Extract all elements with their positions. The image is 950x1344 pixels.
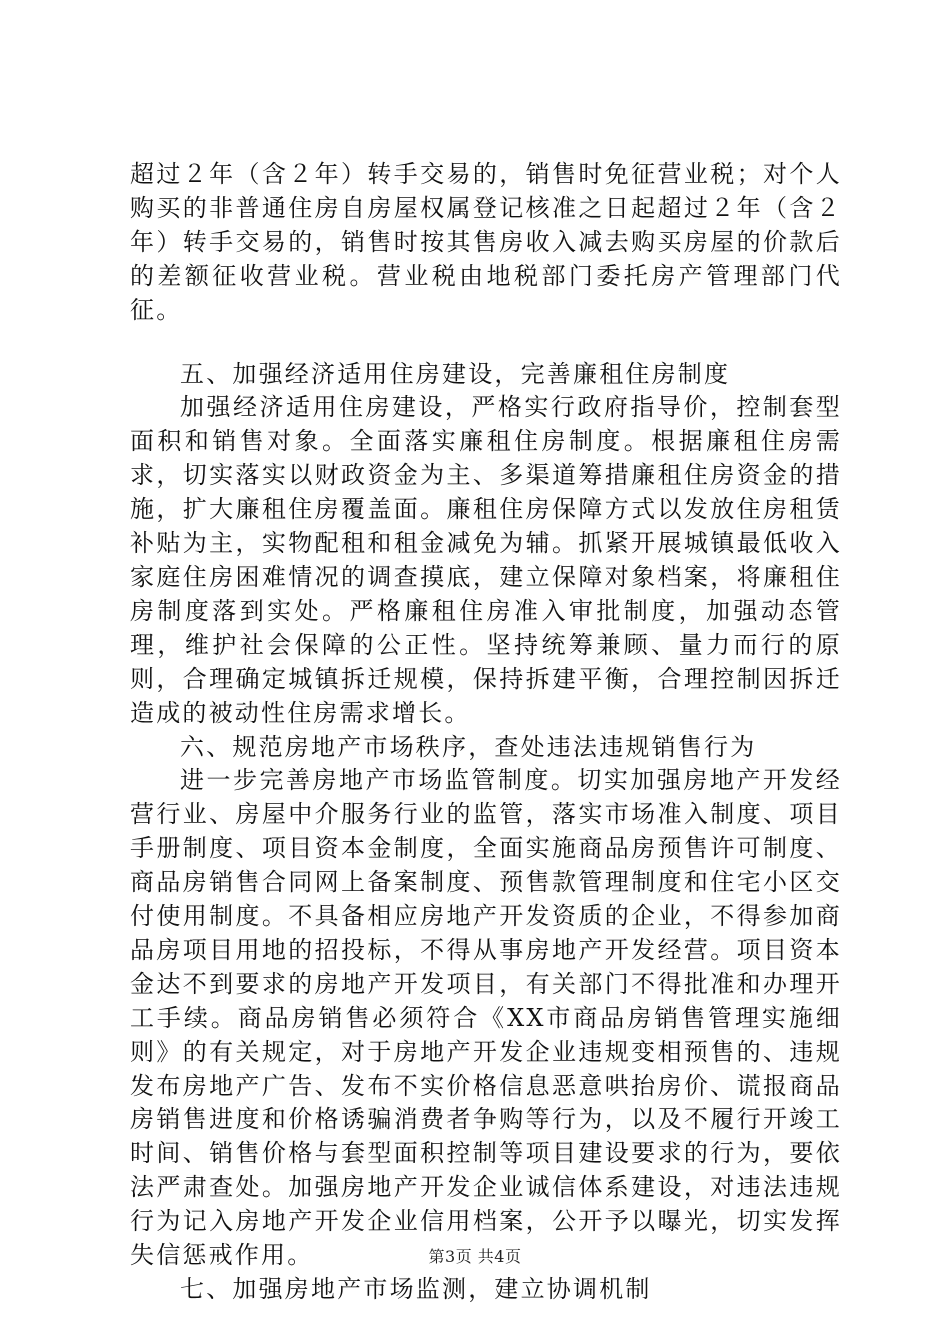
section-body-6: 进一步完善房地产市场监管制度。切实加强房地产开发经营行业、房屋中介服务行业的监管，落实市场准入制度、项目手册制度、项目资本金制度，全面实施商品房预售许可制度、商品房销售合同网上备案制度、预售款管理制度和住宅小区交付使用制度。不具备相应房地产开发资质的企业，不得参加商品房项目用地的招投标，不得从事房地产开发经营。项目资本金达不到要求的房地产开发项目，有关部门不得批准和办理开工手续。商品房销售必须符合《XX市商品房销售管理实施细则》的有关规定，对于房地产开发企业违规变相预售的、违规发布房地产广告、发布不实价格信息恶意哄抬房价、谎报商品房销售进度和价格诱骗消费者争购等行为，以及不履行开竣工时间、销售价格与套型面积控制等项目建设要求的行为，要依法严肃查处。加强房地产开发企业诚信体系建设，对违法违规行为记入房地产开发企业信用档案，公开予以曝光，切实发挥失信惩戒作用。 <box>130 766 842 1270</box>
section-heading-5: 五、加强经济适用住房建设，完善廉租住房制度 <box>180 359 731 388</box>
page-number: 第3页 共4页 <box>428 1247 522 1266</box>
section-heading-7: 七、加强房地产市场监测，建立协调机制 <box>180 1275 652 1303</box>
paragraph-continuation: 超过２年（含２年）转手交易的，销售时免征营业税；对个人购买的非普通住房自房屋权属登记核准之日起超过２年（含２年）转手交易的，销售时按其售房收入减去购买房屋的价款后的差额征收营业税。营业税由地税部门委托房产管理部门代征。 <box>130 160 842 324</box>
section-heading-6: 六、规范房地产市场秩序，查处违法违规销售行为 <box>180 732 757 761</box>
section-body-5: 加强经济适用住房建设，严格实行政府指导价，控制套型面积和销售对象。全面落实廉租住房制度。根据廉租住房需求，切实落实以财政资金为主、多渠道筹措廉租住房资金的措施，扩大廉租住房覆盖面。廉租住房保障方式以发放住房租赁补贴为主，实物配租和租金减免为辅。抓紧开展城镇最低收入家庭住房困难情况的调查摸底，建立保障对象档案，将廉租住房制度落到实处。严格廉租住房准入审批制度，加强动态管理，维护社会保障的公正性。坚持统筹兼顾、量力而行的原则，合理确定城镇拆迁规模，保持拆建平衡，合理控制因拆迁造成的被动性住房需求增长。 <box>130 393 842 727</box>
document-body <box>130 158 842 1307</box>
page-footer <box>0 1244 950 1267</box>
paragraph-gap <box>130 328 842 358</box>
